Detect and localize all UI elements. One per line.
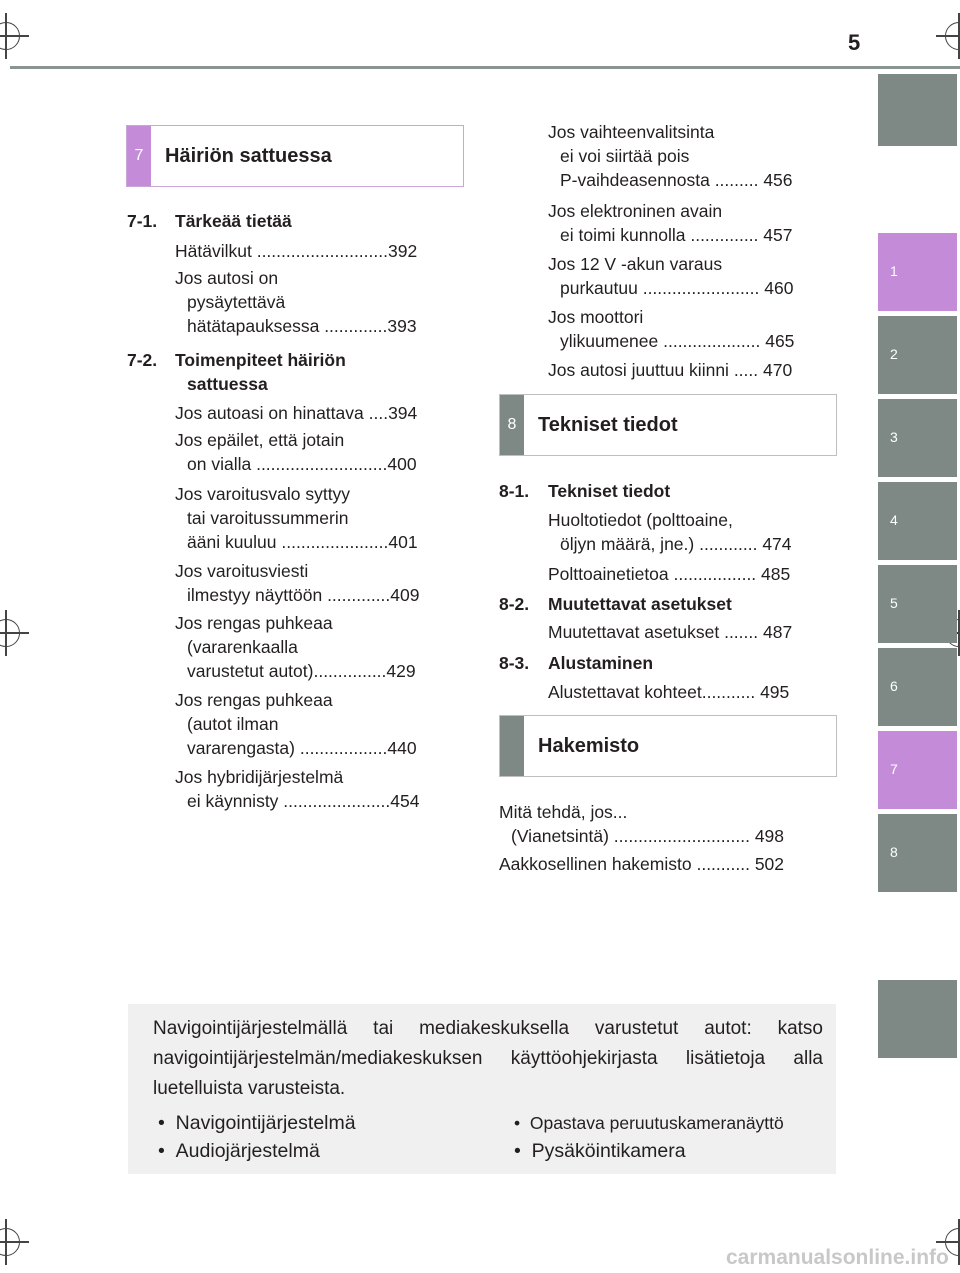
crop-mark — [0, 1228, 20, 1256]
toc-entry[interactable]: Mitä tehdä, jos... (Vianetsintä) ............................ 498 — [499, 802, 785, 846]
section-title: Hakemisto — [538, 734, 640, 757]
toc-entry[interactable]: Jos varoitusvalo syttyy tai varoitussummerin ääni kuuluu ......................401 — [175, 484, 418, 552]
section-7-header — [126, 125, 464, 187]
subsection-number: 8-3. — [499, 653, 530, 673]
subsection-title: Tärkeää tietää — [175, 211, 292, 231]
toc-entry[interactable]: Jos moottori ylikuumenee .................... 465 — [548, 307, 795, 351]
side-tab-6[interactable]: 6 — [878, 648, 957, 726]
section-number: 8 — [500, 395, 524, 455]
crop-mark — [0, 619, 20, 647]
side-tab-5[interactable]: 5 — [878, 565, 957, 643]
side-tab-1[interactable]: 1 — [878, 233, 957, 311]
side-tab-2[interactable]: 2 — [878, 316, 957, 394]
toc-entry[interactable]: Jos vaihteenvalitsinta ei voi siirtää pois P-vaihdeasennosta ......... 456 — [548, 122, 793, 190]
side-tab-blank-bottom[interactable] — [878, 980, 957, 1058]
side-tab-8[interactable]: 8 — [878, 814, 957, 892]
note-box — [128, 1004, 836, 1174]
toc-entry[interactable]: Hätävilkut ...........................392 — [175, 241, 418, 261]
toc-entry[interactable]: Polttoainetietoa ................. 485 — [548, 564, 791, 584]
toc-entry[interactable]: Aakkosellinen hakemisto ........... 502 — [499, 854, 785, 874]
toc-entry[interactable]: Jos rengas puhkeaa (vararenkaalla varustetut autot)...............429 — [175, 613, 416, 681]
subsection-title: Toimenpiteet häiriön sattuessa — [175, 350, 346, 394]
bullet-item: • Navigointijärjestelmä — [158, 1112, 356, 1134]
subsection-number: 8-2. — [499, 594, 530, 614]
toc-entry[interactable]: Jos autosi on pysäytettävä hätätapauksessa .............393 — [175, 268, 417, 336]
header-rule — [10, 66, 960, 69]
side-tab-blank[interactable] — [878, 74, 957, 146]
toc-entry[interactable]: Jos 12 V -akun varaus purkautuu ........................ 460 — [548, 254, 794, 298]
watermark: carmanualsonline.info — [726, 1246, 949, 1269]
side-tab-4[interactable]: 4 — [878, 482, 957, 560]
bullet-item: • Audiojärjestelmä — [158, 1140, 320, 1162]
toc-entry[interactable]: Jos rengas puhkeaa (autot ilman vararengasta) ..................440 — [175, 690, 417, 758]
subsection-title: Alustaminen — [548, 653, 654, 673]
section-number: 7 — [127, 126, 151, 186]
crop-mark — [0, 22, 20, 50]
subsection-number: 7-1. — [127, 211, 158, 231]
toc-entry[interactable]: Jos autosi juuttuu kiinni ..... 470 — [548, 360, 793, 380]
note-text: Navigointijärjestelmällä tai mediakeskuksella varustetut autot: katso navigointijärjestelmän/mediakeskuksen käyttöohjekirjasta lisätietoja alla luetelluista varusteista. — [153, 1018, 823, 1099]
subsection-number: 7-2. — [127, 350, 158, 370]
side-tab-3[interactable]: 3 — [878, 399, 957, 477]
subsection-title: Tekniset tiedot — [548, 481, 671, 501]
toc-entry[interactable]: Jos epäilet, että jotain on vialla ...........................400 — [175, 430, 417, 474]
section-number-box — [500, 716, 524, 776]
toc-entry[interactable]: Jos elektroninen avain ei toimi kunnolla .............. 457 — [548, 201, 793, 245]
index-header — [499, 715, 837, 777]
bullet-item: • Pysäköintikamera — [514, 1140, 686, 1162]
side-tab-7[interactable]: 7 — [878, 731, 957, 809]
section-title: Tekniset tiedot — [538, 413, 678, 436]
toc-entry[interactable]: Alustettavat kohteet........... 495 — [548, 682, 790, 702]
section-title: Häiriön sattuessa — [165, 144, 332, 167]
toc-entry[interactable]: Jos varoitusviesti ilmestyy näyttöön .............409 — [175, 561, 420, 605]
subsection-title: Muutettavat asetukset — [548, 594, 732, 614]
bullet-item: • Opastava peruutuskameranäyttö — [514, 1113, 784, 1133]
toc-entry[interactable]: Huoltotiedot (polttoaine, öljyn määrä, jne.) ............ 474 — [548, 510, 792, 554]
subsection-number: 8-1. — [499, 481, 530, 501]
crop-mark — [945, 22, 960, 50]
page-number: 5 — [848, 30, 861, 55]
toc-entry[interactable]: Jos hybridijärjestelmä ei käynnisty ......................454 — [175, 767, 420, 811]
toc-entry[interactable]: Jos autoasi on hinattava ....394 — [175, 403, 418, 423]
toc-entry[interactable]: Muutettavat asetukset ....... 487 — [548, 622, 793, 642]
section-8-header — [499, 394, 837, 456]
